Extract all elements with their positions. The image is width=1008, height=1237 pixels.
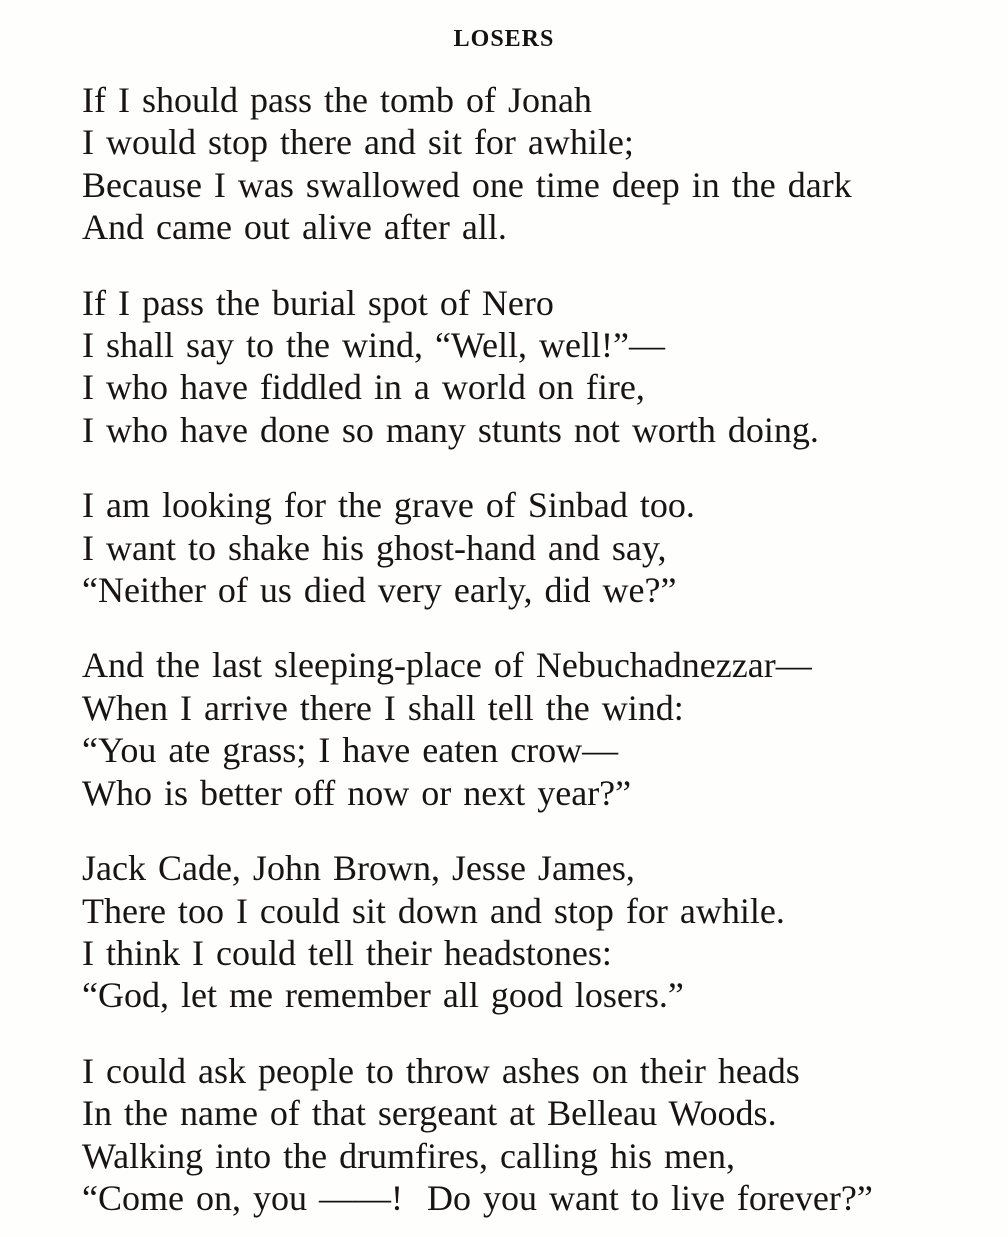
stanza	[82, 847, 968, 1017]
poem-line: I would stop there and sit for awhile;	[82, 122, 634, 163]
stanza	[82, 282, 968, 452]
stanza	[82, 484, 968, 611]
poem-line: There too I could sit down and stop for awhile.	[82, 890, 785, 931]
poem-line: In the name of that sergeant at Belleau Woods.	[82, 1093, 777, 1134]
poem-line: I who have fiddled in a world on fire,	[82, 367, 645, 408]
poem-title: LOSERS	[453, 26, 555, 52]
poem-line: And came out alive after all.	[82, 207, 507, 248]
poem-line: I shall say to the wind, “Well, well!”—	[82, 325, 665, 366]
poem-line: I could ask people to throw ashes on their heads	[82, 1050, 800, 1091]
poem-line: Because I was swallowed one time deep in the dark	[82, 164, 852, 205]
stanza	[82, 1050, 968, 1220]
poem-line: I who have done so many stunts not worth doing.	[82, 409, 819, 450]
poem-line: I want to shake his ghost-hand and say,	[82, 527, 667, 568]
stanza	[82, 79, 968, 249]
poem-line: Jack Cade, John Brown, Jesse James,	[82, 848, 635, 889]
poem-line: “You ate grass; I have eaten crow—	[82, 730, 619, 771]
poem-line: When I arrive there I shall tell the wind:	[82, 687, 684, 728]
poem-line: Who is better off now or next year?”	[82, 772, 632, 813]
poem-line: I am looking for the grave of Sinbad too.	[82, 485, 695, 526]
poem-line: If I should pass the tomb of Jonah	[82, 80, 592, 120]
poem-line: “Come on, you ——! Do you want to live forever?”	[82, 1177, 873, 1218]
poem-body	[82, 79, 968, 1219]
stanza	[82, 644, 968, 814]
poem-line: And the last sleeping-place of Nebuchadnezzar—	[82, 645, 812, 686]
poem-line: “Neither of us died very early, did we?”	[82, 570, 677, 611]
poem-line: I think I could tell their headstones:	[82, 932, 612, 973]
poem-line: Walking into the drumfires, calling his men,	[82, 1135, 735, 1176]
poem-line: “God, let me remember all good losers.”	[82, 975, 684, 1016]
poem-line: If I pass the burial spot of Nero	[82, 282, 554, 323]
